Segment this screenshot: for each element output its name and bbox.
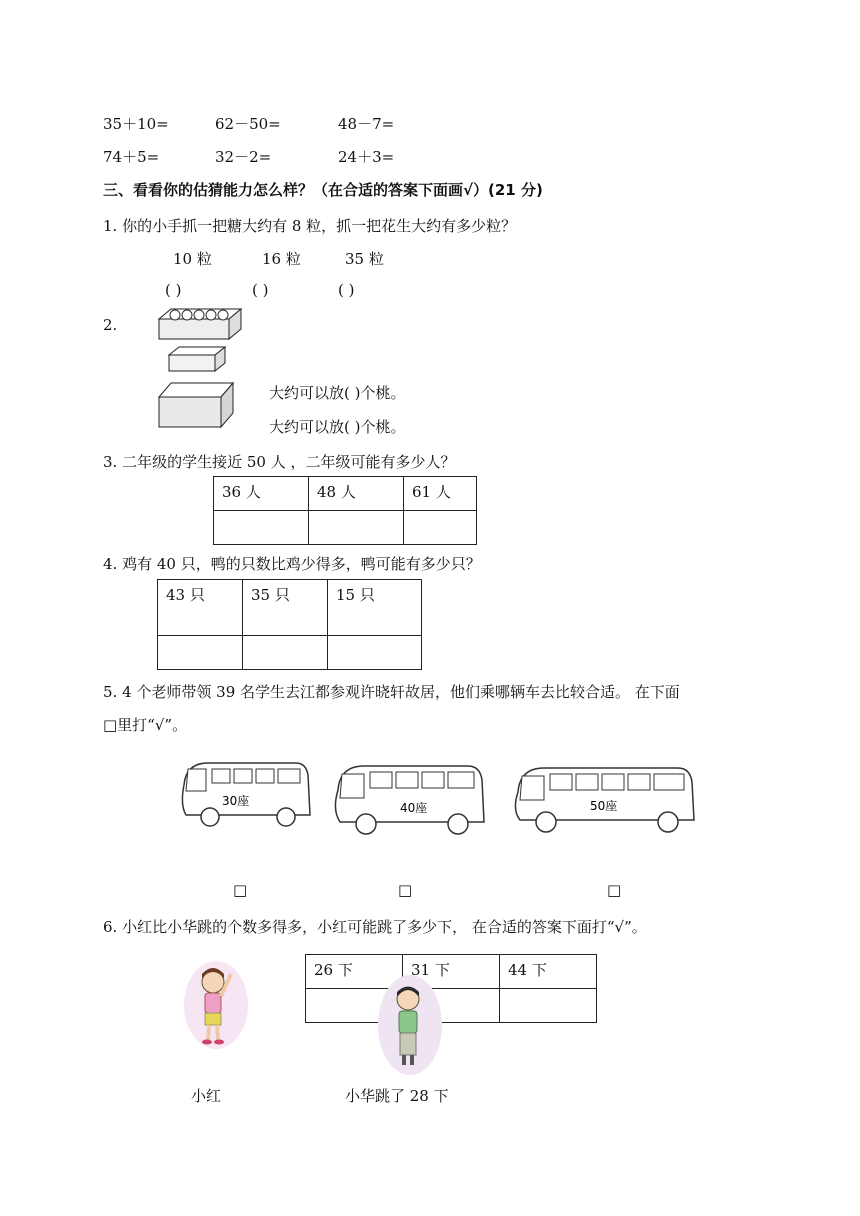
question-5-text: □里打“√”。 bbox=[103, 716, 188, 734]
answer-cell[interactable] bbox=[214, 511, 309, 545]
bus-seat-label: 30座 bbox=[222, 794, 250, 808]
q1-option: 10 粒 bbox=[173, 250, 212, 268]
arith-item: 48－7= bbox=[338, 115, 395, 133]
arith-item: 24＋3= bbox=[338, 148, 395, 166]
q6-table bbox=[305, 954, 597, 1023]
arith-item: 62－50= bbox=[215, 115, 281, 133]
answer-cell[interactable] bbox=[309, 511, 404, 545]
girl-illustration bbox=[183, 960, 253, 1050]
bus-40-illustration bbox=[330, 760, 490, 840]
table-cell: 26 下 bbox=[306, 955, 403, 989]
answer-blank[interactable]: ( ) bbox=[338, 281, 355, 299]
bus-50-illustration bbox=[510, 760, 700, 840]
table-cell: 61 人 bbox=[404, 477, 477, 511]
question-3-text: 3. 二年级的学生接近 50 人 ，二年级可能有多少人？ bbox=[103, 453, 456, 471]
bus-seat-label: 50座 bbox=[590, 799, 618, 813]
question-2-number: 2. bbox=[103, 316, 118, 334]
question-1-text: 1. 你的小手抓一把糖大约有 8 粒，抓一把花生大约有多少粒？ bbox=[103, 217, 517, 235]
bus-checkbox[interactable]: □ bbox=[233, 881, 248, 899]
table-cell: 35 只 bbox=[243, 580, 328, 636]
answer-cell[interactable] bbox=[158, 636, 243, 670]
table-cell: 15 只 bbox=[328, 580, 422, 636]
table-cell: 43 只 bbox=[158, 580, 243, 636]
section-title: 三、看看你的估猜能力怎么样？（在合适的答案下面画√）(21 分) bbox=[103, 181, 543, 199]
q1-option: 35 粒 bbox=[345, 250, 384, 268]
arith-item: 32－2= bbox=[215, 148, 272, 166]
boy-label: 小华跳了 28 下 bbox=[345, 1087, 449, 1105]
arith-item: 35＋10= bbox=[103, 115, 169, 133]
bus-checkbox[interactable]: □ bbox=[607, 881, 622, 899]
q2-line: 大约可以放( )个桃。 bbox=[269, 418, 406, 436]
q2-line: 大约可以放( )个桃。 bbox=[269, 384, 406, 402]
answer-cell[interactable] bbox=[328, 636, 422, 670]
q3-table bbox=[213, 476, 477, 545]
table-cell: 31 下 bbox=[403, 955, 500, 989]
answer-cell[interactable] bbox=[243, 636, 328, 670]
table-cell: 48 人 bbox=[309, 477, 404, 511]
arith-item: 74＋5= bbox=[103, 148, 160, 166]
table-cell: 44 下 bbox=[500, 955, 597, 989]
question-6-text: 6. 小红比小华跳的个数多得多，小红可能跳了多少下， 在合适的答案下面打“√”。 bbox=[103, 918, 647, 936]
peach-boxes-illustration bbox=[155, 305, 245, 435]
girl-label: 小红 bbox=[191, 1087, 222, 1105]
answer-cell[interactable] bbox=[500, 989, 597, 1023]
q4-table bbox=[157, 579, 422, 670]
q1-option: 16 粒 bbox=[262, 250, 301, 268]
question-5-text: 5. 4 个老师带领 39 名学生去江都参观许晓轩故居，他们乘哪辆车去比较合适。 在下面 bbox=[103, 683, 680, 701]
question-4-text: 4. 鸡有 40 只，鸭的只数比鸡少得多，鸭可能有多少只？ bbox=[103, 555, 481, 573]
boy-illustration bbox=[378, 975, 442, 1075]
answer-cell[interactable] bbox=[404, 511, 477, 545]
bus-seat-label: 40座 bbox=[400, 801, 428, 815]
bus-30-illustration bbox=[178, 755, 313, 835]
table-cell: 36 人 bbox=[214, 477, 309, 511]
answer-blank[interactable]: ( ) bbox=[252, 281, 269, 299]
answer-blank[interactable]: ( ) bbox=[165, 281, 182, 299]
bus-checkbox[interactable]: □ bbox=[398, 881, 413, 899]
